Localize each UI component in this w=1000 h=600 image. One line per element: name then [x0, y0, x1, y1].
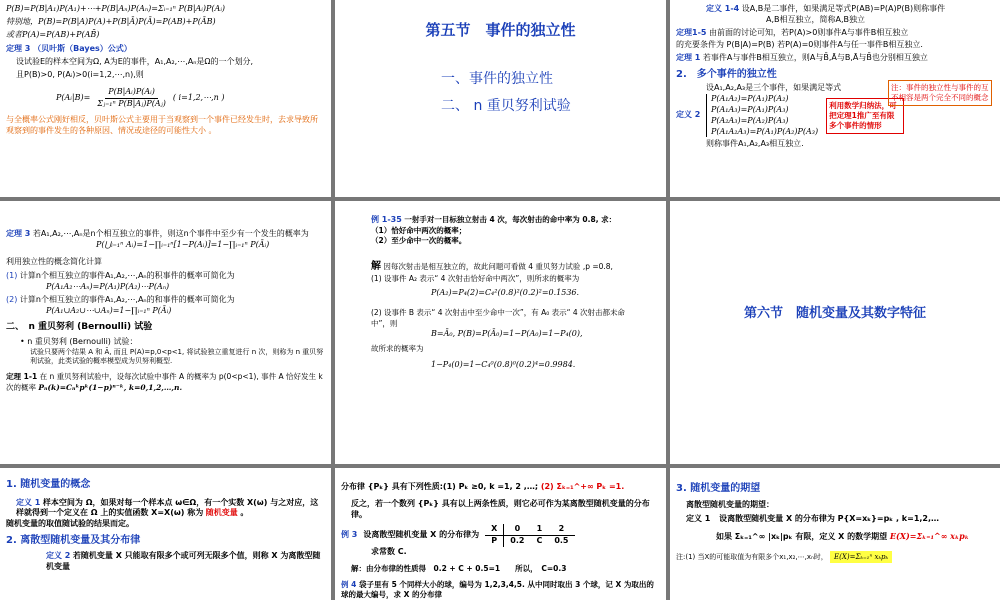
- section5-title: 第五节 事件的独立性: [425, 21, 576, 39]
- dist-properties: [341, 482, 660, 493]
- example3-ask: 求常数 C.: [371, 546, 407, 556]
- example-135-line: [341, 215, 660, 226]
- alternate-line: 或者P(A)=P(AB)+P(AB̄): [6, 29, 100, 39]
- bullet-dot-icon: •: [20, 336, 25, 346]
- slide-independent-events: [0, 201, 331, 464]
- bayes-formula: [6, 87, 325, 110]
- distribution-table: [485, 524, 574, 547]
- slide-section5-title: [335, 0, 666, 197]
- expectation-def-text: 设离散型随机变量 X 的分布律为 P{X=xₖ}=pₖ , k=1,2,…: [719, 514, 940, 524]
- bayes-condition-1: 设试验E的样本空间为Ω, A为E的事件，A₁,A₂,⋯,Aₙ是Ω的一个划分,: [16, 57, 254, 67]
- case2-formula: P(A₁∪A₂∪⋯∪Aₙ)=1−∏ᵢ₌₁ⁿ P(Āᵢ): [46, 305, 172, 315]
- thm11-label: 定理 1-1: [6, 372, 38, 382]
- independence-note-box: 注：事件的独立性与事件的互不相容是两个完全不同的概念: [888, 80, 992, 106]
- rv-def2: [6, 551, 325, 573]
- bayes-note: 与全概率公式刚好相反，贝叶斯公式主要用于当观察到一个事件已经发生时，去求导致所观察到的事件发生的各种原因、情况或途径的可能性大小 。: [6, 115, 318, 136]
- bernoulli-bullet-2: [6, 348, 325, 367]
- slide-independence: [670, 0, 1000, 197]
- thm11-block: [6, 372, 325, 392]
- case2-line: [6, 295, 325, 306]
- solution-intro: [341, 260, 660, 274]
- thm3-formula: P(⋃ᵢ₌₁ⁿ Aᵢ)=1−∏ᵢ₌₁ⁿ[1−P(Aᵢ)]=1−∏ᵢ₌₁ⁿ P(Āᵢ): [96, 239, 270, 249]
- table-row: [485, 536, 574, 547]
- def14-text: 设A,B是二事件，如果满足等式P(AB)=P(A)P(B)则称事件: [741, 4, 946, 13]
- slide-section6-title: [670, 201, 1000, 464]
- def2-label: 定义 2: [676, 110, 701, 120]
- table-cell: C: [536, 536, 543, 546]
- def14-text2: A,B相互独立，简称A,B独立: [766, 14, 866, 24]
- expectation-cond-text: 如果 Σₖ₌₁^∞ |xₖ|pₖ 有限，定义 X 的数学期望: [716, 532, 888, 542]
- eq-2: P(A₁A₃)=P(A₁)P(A₃): [711, 105, 789, 115]
- example3-line: [341, 524, 660, 547]
- bayes-formula-lhs: P(Aᵢ|B)=: [56, 92, 91, 102]
- expectation-finite-formula: E(X)=Σₖ₌₁ⁿ xₖpₖ: [830, 551, 892, 563]
- solution-part2: (2) 设事件 B 表示“ 4 次射击中至少命中一次”，有 A₀ 表示“ 4 次射击都未命中”，则: [371, 308, 626, 328]
- expectation-def: [676, 514, 994, 525]
- def14-label: 定义 1-4: [706, 4, 740, 13]
- bayes-fraction: [94, 87, 169, 110]
- expectation-def-label: 定义 1: [686, 514, 711, 524]
- thm15-text: 由前面的讨论可知，若P(A)>0则事件A与事件B相互独立: [709, 27, 909, 37]
- case2-label: (2): [6, 294, 18, 304]
- thm3-label: 定理 3: [6, 229, 31, 238]
- dist-converse: 反之，若一个数列 {Pₖ} 具有以上两条性质，则它必可作为某离散型随机变量的分布律。: [351, 498, 650, 519]
- eq-3: P(A₂A₃)=P(A₂)P(A₃): [711, 115, 789, 125]
- independence-conclusion: 则称事件A₁,A₂,A₃相互独立.: [706, 139, 804, 149]
- rv-def1: [6, 498, 325, 520]
- induction-box: 利用数学归纳法，可把定理1推广至有限多个事件的情形: [826, 98, 904, 134]
- bernoulli-bullet-1: [6, 337, 325, 348]
- example-135-label: 例 1-35: [371, 215, 402, 224]
- section5-item-2: 二、 n 重贝努利试验: [441, 98, 571, 115]
- expectation-formula: E(X)=Σₖ₌₁^∞ xₖpₖ: [889, 531, 969, 542]
- rv-def2-label: 定义 2: [46, 551, 71, 561]
- eq-1: P(A₁A₂)=P(A₁)P(A₂): [711, 94, 789, 104]
- expectation-heading: 3. 随机变量的期望: [676, 483, 761, 494]
- thm1-text: 若事件A与事件B相互独立，则A与B̄,Ā与B,Ā与B̄也分别相互独立: [702, 53, 928, 63]
- table-row: [485, 524, 574, 535]
- rv-def1-label: 定义 1: [16, 497, 41, 507]
- table-cell: 2: [548, 524, 574, 535]
- thm1-label: 定理 1: [676, 53, 701, 63]
- eq-4: P(A₁A₂A₃)=P(A₁)P(A₂)P(A₃): [711, 126, 819, 136]
- expectation-cond: [676, 531, 994, 543]
- solution-part2-formula: B=Ā₀, P(B)=P(Ā₀)=1−P(A₀)=1−P₄(0),: [431, 328, 583, 338]
- table-cell: X: [485, 524, 504, 535]
- thm15-label: 定理1-5: [676, 27, 707, 37]
- solution-part1: (1) 设事件 A₂ 表示“ 4 次射击恰好命中两次”，则所求的概率为: [371, 273, 580, 283]
- rv-def1-end: 。: [240, 508, 249, 518]
- example-135-q1: （1）恰好命中两次的概率；: [371, 225, 467, 235]
- dist-properties-text: 分布律 {Pₖ} 具有下列性质:(1) Pₖ ≥0, k =1, 2 ,…;: [341, 482, 539, 491]
- slide-expectation: [670, 468, 1000, 600]
- rv-def1-term: 随机变量: [205, 508, 238, 518]
- thm3-line: [6, 229, 325, 240]
- rv-concept-heading: 1. 随机变量的概念: [6, 479, 91, 490]
- thm15-line: [676, 28, 994, 39]
- thm1-line: [676, 53, 994, 64]
- table-cell: 1: [530, 524, 548, 535]
- case2-text: 计算n个相互独立的事件A₁,A₂,⋯,Aₙ的和事件的概率可简化为: [19, 294, 235, 304]
- solution-part1-formula: P(A₂)=P₄(2)=C₄²(0.8)²(0.2)²=0.1536.: [431, 287, 580, 297]
- example4-text: 袋子里有 5 个同样大小的球，编号为 1,2,3,4,5. 从中同时取出 3 个球，记 X 为取出的球的最大编号，求 X 的分布律: [341, 579, 654, 600]
- rv-def2-text: 若随机变量 X 只能取有限多个或可列无限多个值，则称 X 为离散型随机变量: [46, 551, 321, 572]
- bernoulli-section: 二、 n 重贝努利 (Bernoulli) 试验: [6, 321, 153, 332]
- table-cell: P: [485, 536, 504, 547]
- dist-properties-sum: (2) Σₖ₌₁^+∞ Pₖ =1.: [540, 482, 625, 491]
- thm3-text: 若A₁,A₂,⋯,Aₙ是n个相互独立的事件，则这n个事件中至少有一个发生的概率为: [32, 229, 309, 238]
- three-event-intro: 设A₁,A₂,A₃是三个事件，如果满足等式: [706, 83, 842, 93]
- slide-example-135: [335, 201, 666, 464]
- thm11-text: 在 n 重贝努利试验中，设每次试验中事件 A 的概率为 p(0<p<1), 事件 A 恰好发生 k 次的概率: [6, 372, 323, 392]
- simplify-text: 利用独立性的概念简化计算: [6, 256, 102, 266]
- bayes-numerator: P(B|Aᵢ)P(Aᵢ): [105, 87, 158, 99]
- example4-label: 例 4: [341, 579, 357, 589]
- bernoulli-bullet-1-text: n 重贝努利 (Bernoulli) 试验：: [27, 336, 138, 346]
- table-cell: 0.5: [554, 536, 569, 546]
- example4-line: [341, 580, 660, 600]
- rv-note: 随机变量的取值随试验的结果而定。: [6, 519, 134, 529]
- section5-item-1: 一、事件的独立性: [441, 71, 553, 88]
- section6-title: 第六节 随机变量及其数字特征: [743, 306, 926, 321]
- rv-def1-text: 样本空间为 Ω，如果对每一个样本点 ω∈Ω，有一个实数 X(ω) 与之对应，这样就得到一个定义在 Ω 上的实值函数 X=X(ω) 称为: [16, 497, 319, 518]
- solution-part2b: 故所求的概率为: [371, 343, 424, 353]
- table-cell: 0: [504, 524, 531, 535]
- slide-random-variable: [0, 468, 331, 600]
- bayes-formula-range: ( i=1,2,⋯,n ): [172, 92, 225, 102]
- case1-line: [6, 271, 325, 282]
- solution-label: 解: [371, 261, 381, 273]
- bayes-condition-2: 且P(B)>0, P(Aᵢ)>0(i=1,2,⋯,n),则: [16, 69, 144, 79]
- bernoulli-bullet-2-text: 试验只要两个结果 A 和 Ā, 而且 P(A)=p,0<p<1, 将试验独立重复进行 n 次，则称为 n 重贝努利试验，此类试验的概率模型成为贝努利概型.: [30, 347, 324, 365]
- multi-event-section: 2. 多个事件的独立性: [676, 68, 777, 80]
- slide-distribution: [335, 468, 666, 600]
- total-probability-formula: P(B)=P(B|A₁)P(A₁)+⋯+P(B|Aₙ)P(Aₙ)=Σᵢ₌₁ⁿ P(B|Aᵢ)P(Aᵢ): [6, 4, 226, 13]
- thm15-text2: 的充要条件为 P(B|A)=P(B) 若P(A)=0则事件A与任一事件B相互独立.: [676, 40, 923, 50]
- case1-label: (1): [6, 271, 18, 281]
- example-135-text: 一射手对一目标独立射击 4 次，每次射击的命中率为 0.8, 求：: [404, 215, 617, 224]
- slide-bayes: [0, 0, 331, 197]
- special-case-line: 特别地，P(B)=P(B|A)P(A)+P(B|Ā)P(Ā)=P(AB)+P(ĀB): [6, 16, 216, 26]
- case1-text: 计算n个相互独立的事件A₁,A₂,⋯,Aₙ的积事件的概率可简化为: [19, 271, 235, 281]
- expectation-sub: 离散型随机变量的期望：: [686, 499, 774, 509]
- bayes-denominator: Σⱼ₌₁ⁿ P(B|Aⱼ)P(Aⱼ): [97, 98, 166, 108]
- thm11-formula: Pₙ(k)=Cₙᵏpᵏ(1−p)ⁿ⁻ᵏ, k=0,1,2,…,n.: [38, 382, 183, 392]
- case1-formula: P(A₁A₂⋯Aₙ)=P(A₁)P(A₂)⋯P(Aₙ): [46, 282, 170, 292]
- expectation-note: [676, 553, 994, 562]
- example-135-q2: （2）至少命中一次的概率。: [371, 235, 467, 245]
- discrete-rv-heading: 2. 离散型随机变量及其分布律: [6, 534, 141, 546]
- example3-solution: 解：由分布律的性质得 0.2 + C + 0.5=1 所以， C=0.3: [351, 563, 567, 573]
- bayes-theorem-label: 定理 3 （贝叶斯（Bayes）公式）: [6, 44, 132, 54]
- solution-final: 1−P₄(0)=1−C₄⁰(0.8)⁰(0.2)⁴=0.9984.: [431, 359, 576, 369]
- example3-text: 设离散型随机变量 X 的分布律为: [363, 530, 480, 540]
- expectation-note-text: 注:(1) 当X的可能取值为有限多个x₁,x₂,⋯,xₙ时，: [676, 552, 828, 561]
- solution-text: 因每次射击是相互独立的，故此问题可看做 4 重贝努力试验 ,p =0.8,: [383, 262, 613, 272]
- def14-line: [676, 4, 994, 15]
- independence-equations: [706, 94, 818, 137]
- example3-label: 例 3: [341, 530, 358, 540]
- table-cell: 0.2: [510, 536, 525, 546]
